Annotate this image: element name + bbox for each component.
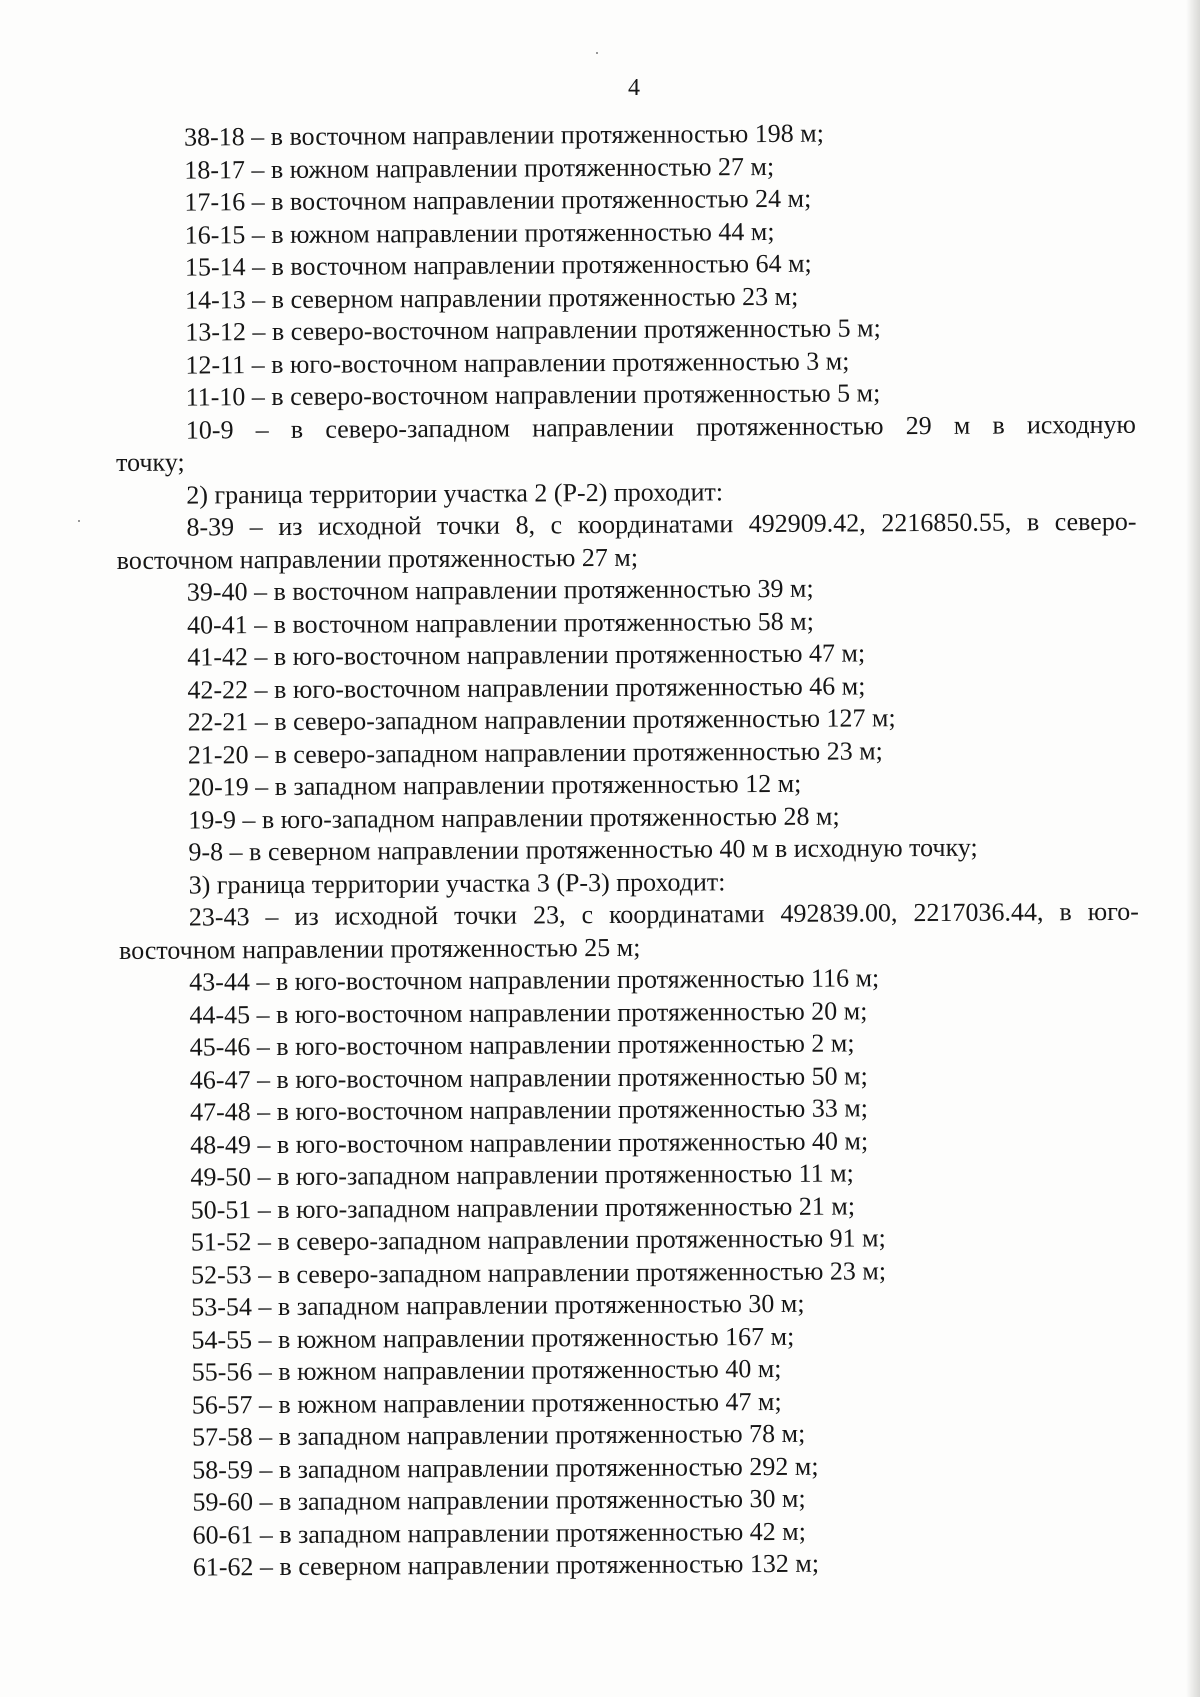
segment-line: 48-49 – в юго-восточном направлении протяженностью 40 м; [190,1125,869,1160]
segment-line: 14-13 – в северном направлении протяженностью 23 м; [184,281,799,315]
segment-line: 18-17 – в южном направлении протяженностью 27 м; [184,151,775,185]
segment-line: 21-20 – в северо-западном направлении протяженностью 23 м; [187,735,883,770]
segment-line: 56-57 – в южном направлении протяженностью 47 м; [191,1386,782,1420]
segment-line: 40-41 – в восточном направлении протяженностью 58 м; [186,606,814,640]
segment-line: 41-42 – в юго-восточном направлении протяженностью 47 м; [187,638,866,672]
segment-line: 58-59 – в западном направлении протяженностью 292 м; [192,1451,819,1485]
segment-line: 61-62 – в северном направлении протяженностью 132 м; [192,1548,820,1582]
segment-line: 13-12 – в северо-восточном направлении протяженностью 5 м; [185,313,881,347]
document-body [114,116,1143,1585]
segment-line: 54-55 – в южном направлении протяженностью 167 м; [191,1321,795,1355]
segment-line: 53-54 – в западном направлении протяженностью 30 м; [191,1288,805,1322]
segment-line: 50-51 – в юго-западном направлении протяженностью 21 м; [190,1190,856,1225]
segment-line: 44-45 – в юго-восточном направлении протяженностью 20 м; [189,995,868,1030]
segment-line: 43-44 – в юго-восточном направлении протяженностью 116 м; [189,963,880,997]
segment-line: 52-53 – в северо-западном направлении протяженностью 23 м; [190,1255,887,1290]
scan-edge-shadow [1186,0,1200,1697]
section3-first-segment: 23-43 – из исходной точки 23, с координатами 492839.00, 2217036.44, в юго- [188,896,1139,932]
segment-line: 45-46 – в юго-восточном направлении протяженностью 2 м; [189,1028,855,1062]
segment-line: 51-52 – в северо-западном направлении протяженностью 91 м; [190,1223,886,1257]
segment-line-final-part1-cont: точку; [115,447,185,477]
segment-line: 22-21 – в северо-западном направлении протяженностью 127 м; [187,703,896,737]
segment-line: 46-47 – в юго-восточном направлении протяженностью 50 м; [189,1060,868,1095]
segment-line: 11-10 – в северо-восточном направлении протяженностью 5 м; [185,378,881,412]
segment-line: 9-8 – в северном направлении протяженностью 40 м в исходную точку; [188,832,978,867]
segment-list-2 [117,571,1139,870]
segment-line: 16-15 – в южном направлении протяженностью 44 м; [184,216,775,250]
segment-line: 57-58 – в западном направлении протяженностью 78 м; [191,1418,806,1452]
segment-line: 17-16 – в восточном направлении протяженностью 24 м; [184,183,812,217]
page-number: 4 [628,75,640,101]
segment-line: 20-19 – в западном направлении протяженностью 12 м; [187,768,802,802]
section3-first-segment-cont: восточном направлении протяженностью 25 м; [118,932,641,965]
scan-speck [78,520,80,522]
segment-line: 12-11 – в юго-восточном направлении протяженностью 3 м; [185,346,850,380]
segment-line: 49-50 – в юго-западном направлении протяженностью 11 м; [190,1158,854,1192]
section2-first-segment: 8-39 – из исходной точки 8, с координатами 492909.42, 2216850.55, в северо- [186,506,1137,542]
segment-line: 19-9 – в юго-западном направлении протяженностью 28 м; [188,801,840,835]
segment-list-1 [114,116,1136,415]
segment-line-final-part1: 10-9 – в северо-западном направлении протяженностью 29 м в исходную [185,409,1136,445]
segment-list-3 [119,961,1143,1585]
segment-line: 39-40 – в восточном направлении протяженностью 39 м; [186,573,814,607]
segment-line: 59-60 – в западном направлении протяженностью 30 м; [192,1483,806,1517]
segment-line: 47-48 – в юго-восточном направлении протяженностью 33 м; [189,1093,869,1127]
segment-line: 42-22 – в юго-восточном направлении протяженностью 46 м; [187,670,866,705]
section2-first-segment-cont: восточном направлении протяженностью 27 м; [116,542,639,575]
section-heading-3: 3) граница территории участка 3 (Р-3) проходит: [188,866,726,900]
section-heading-2: 2) граница территории участка 2 (Р-2) проходит: [186,476,724,510]
scan-speck [596,52,598,54]
segment-line: 55-56 – в южном направлении протяженностью 40 м; [191,1353,782,1387]
segment-line: 38-18 – в восточном направлении протяженностью 198 м; [184,118,824,152]
segment-line: 15-14 – в восточном направлении протяженностью 64 м; [184,248,812,282]
segment-line: 60-61 – в западном направлении протяженностью 42 м; [192,1516,806,1550]
